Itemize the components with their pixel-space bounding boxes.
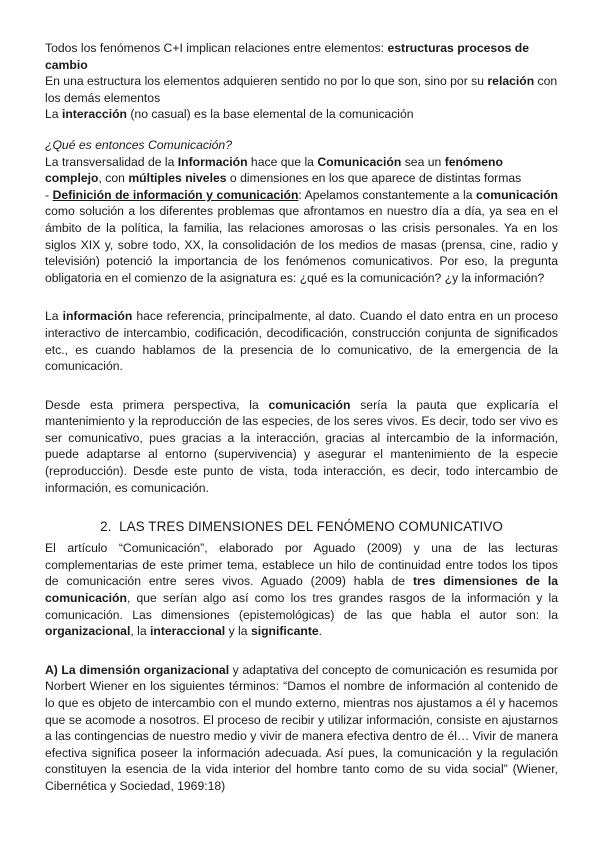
text: La: [45, 107, 62, 122]
bold-term: Comunicación: [317, 154, 402, 169]
question-heading: ¿Qué es entonces Comunicación?: [45, 137, 232, 152]
text: (no casual) es la base elemental de la comunicación: [126, 107, 414, 122]
bold-term: tres dimensiones de la comunicación: [45, 574, 558, 606]
spacer: [45, 123, 558, 137]
text: con los demás elementos: [45, 74, 558, 105]
spacer: [45, 640, 558, 662]
section-number: 2.: [100, 519, 112, 535]
paragraph-definition: [45, 187, 558, 287]
paragraph-information: [45, 308, 558, 374]
bold-term: comunicación: [476, 187, 558, 202]
bold-term: organizacional: [45, 624, 131, 639]
text: o dimensiones en los que aparece de distintas formas: [226, 171, 522, 186]
paragraph-organizational: [45, 662, 558, 795]
paragraph-article: [45, 540, 558, 640]
text: Todos los fenómenos C+I implican relaciones entre elementos:: [45, 41, 388, 55]
text: hace que la: [247, 154, 318, 169]
text: La transversalidad de la: [45, 154, 178, 169]
text: y adaptativa del concepto de comunicación es resumida por Norbert Wiener en los siguientes términos: “Damos el nombre de información al contenido de lo que es objeto de intercambio con el mundo externo, mientras nos ajustamos a él y hacemos que se acomode a nosotros. El proceso de recibir y utilizar información, consiste en ajustarnos a las contingencias de nuestro medio y vivir de manera efectiva dentro de él… Vivir de manera efectiva significa poseer la información adecuada. Así pues, la comunicación y la regulación constituyen la esencia de la vida interior del hombre tanto como de su vida social” (Wiener, Cibernética y Sociedad, 1969:18): [45, 662, 558, 793]
spacer: [45, 496, 558, 518]
bold-term: interaccional: [150, 624, 226, 639]
bold-term: interacción: [61, 107, 127, 122]
bold-term: Información: [177, 154, 248, 169]
text: , que serían algo así como los tres grandes rasgos de la información y la comunicación. Las dimensiones (epistemológicas) de las que habla el autor son: la: [45, 591, 558, 622]
text: , la: [130, 624, 150, 639]
text: La: [45, 309, 63, 324]
bold-term: fenómeno complejo: [45, 154, 503, 186]
text: En una estructura los elementos adquieren sentido no por lo que son, sino por su: [45, 74, 488, 89]
document-page: [45, 40, 558, 795]
text: .: [318, 624, 323, 639]
section-title: LAS TRES DIMENSIONES DEL FENÓMENO COMUNICATIVO: [119, 519, 503, 535]
underlined-title: Definición de información y comunicación: [52, 187, 299, 202]
text: sería la pauta que explicaría el mantenimiento y la reproducción de las especies, de los seres vivos. Es decir, todo ser vivo es ser comunicativo, pues gracias a la interacción, gracias al intercambio de la información, puede adaptarse al entorno (supervivencia) y asegurar el mantenimiento de la especie (reproducción). Desde este punto de vista, toda interacción, es decir, todo intercambio de información, es comunicación.: [45, 397, 558, 495]
text: El artículo “Comunicación”, elaborado por Aguado (2009) y una de las lecturas complementarias de este primer tema, establece un hilo de continuidad entre todos los tipos de comunicación entre seres vivos. Aguado (2009) habla de: [45, 541, 558, 589]
bold-term: significante: [250, 624, 319, 639]
paragraph-transversality: [45, 154, 558, 187]
text: : Apelamos constantemente a la: [298, 187, 477, 202]
text: Desde esta primera perspectiva, la: [45, 397, 269, 412]
bold-term: información: [62, 309, 133, 324]
paragraph-interaction: [45, 106, 558, 123]
bold-term: estructuras procesos de cambio: [45, 41, 530, 72]
text: -: [45, 187, 53, 202]
paragraph-perspective: [45, 397, 558, 497]
text: , con: [98, 171, 129, 186]
bold-term: relación: [487, 74, 535, 89]
text: como solución a los diferentes problemas que afrontamos en nuestro día a día, ya sea en el ámbito de la política, la familia, las relaciones amorosas o las crisis personales. Ya en los siglos XIX y, sobre todo, XX, la consolidación de los medios de masas (prensa, cine, radio y televisión) potenció la importancia de los fenómenos comunicativos. Por eso, la pregunta obligatoria en el comienzo de la asignatura es: ¿qué es la comunicación? ¿y la información?: [45, 204, 558, 285]
paragraph-relation: [45, 73, 558, 106]
spacer: [45, 375, 558, 397]
text: sea un: [401, 154, 445, 169]
text: hace referencia, principalmente, al dato. Cuando el dato entra en un proceso interactivo de intercambio, codificación, decodificación, construcción conjunta de significados etc., es cuando hablamos de la presencia de lo comunicativo, de la emergencia de la comunicación.: [45, 309, 558, 374]
bold-term: A) La dimensión organizacional: [45, 662, 230, 677]
spacer: [45, 286, 558, 308]
bold-term: múltiples niveles: [128, 171, 227, 186]
section-heading: [45, 518, 558, 536]
text: y la: [225, 624, 251, 639]
paragraph-structures: [45, 40, 558, 73]
bold-term: comunicación: [268, 397, 351, 412]
